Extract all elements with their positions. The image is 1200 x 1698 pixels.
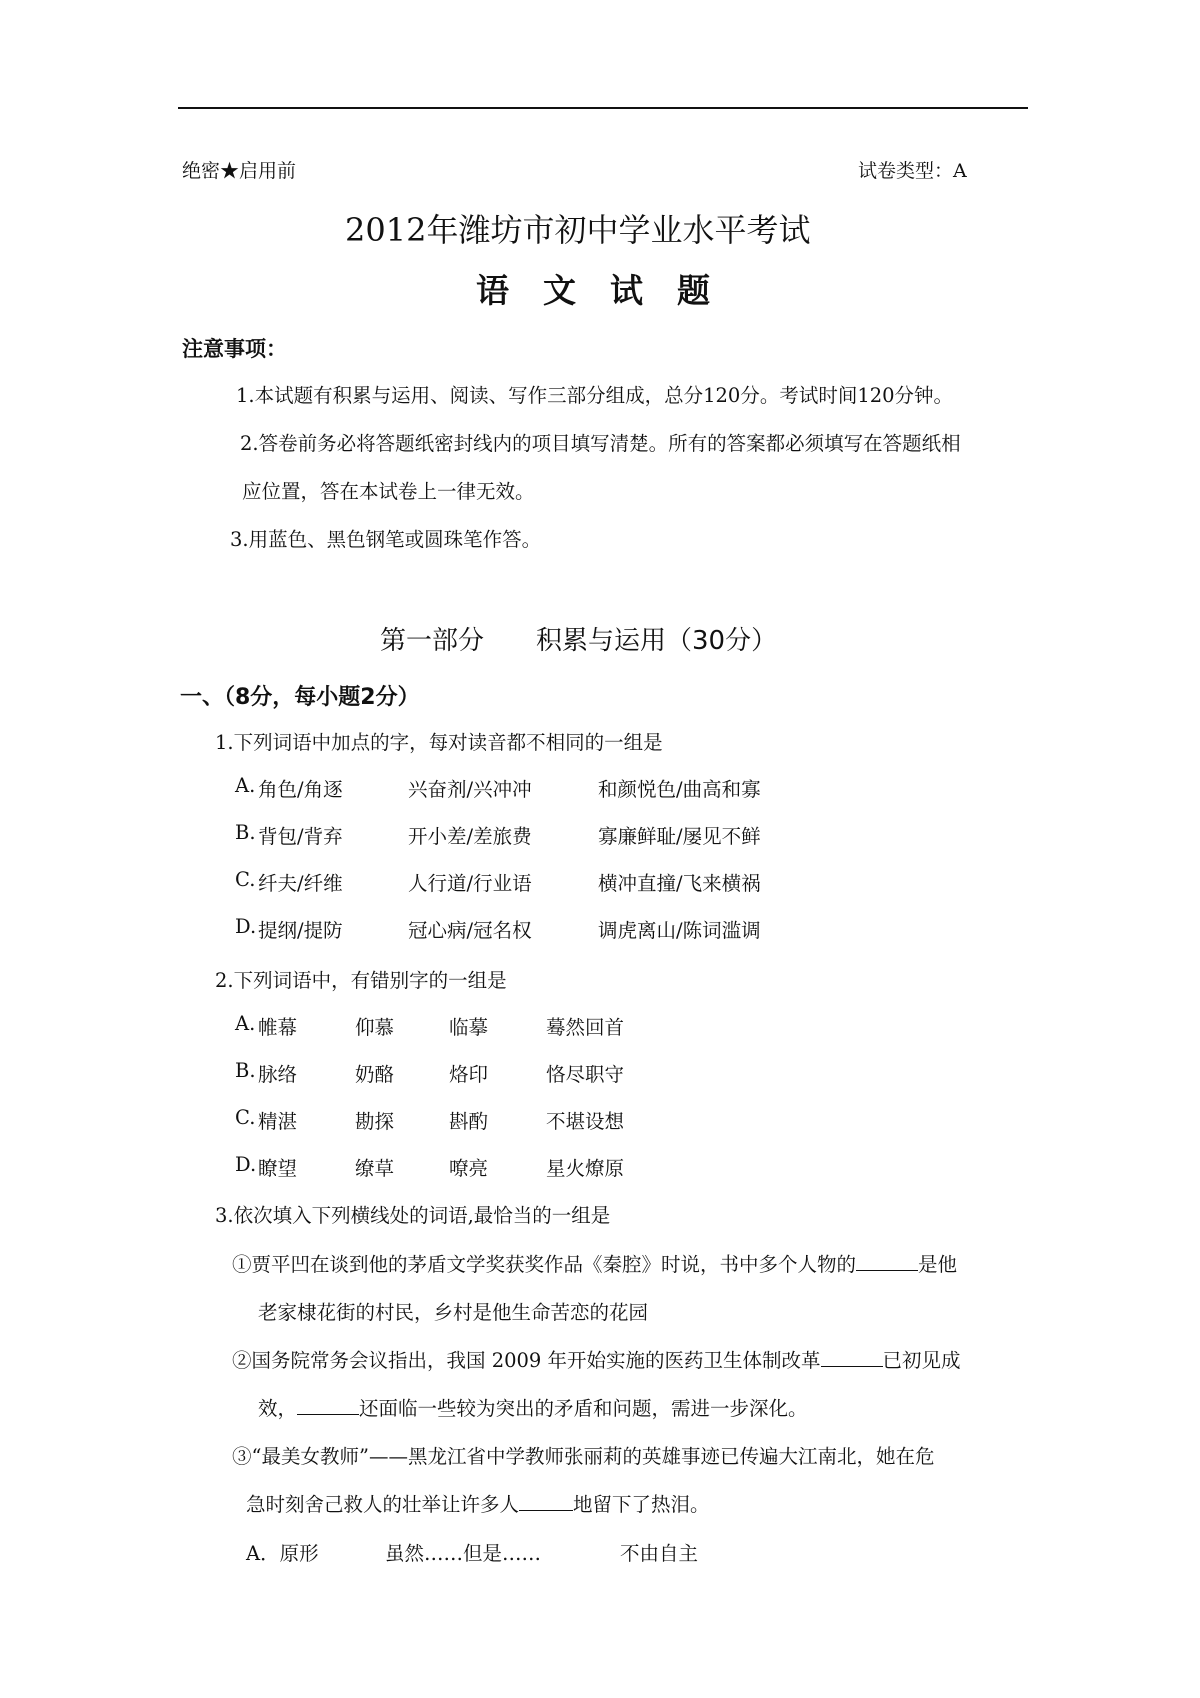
q1-option-b-c1: 背包/背弃 (258, 825, 343, 848)
answer-blank (856, 1252, 918, 1271)
q3-sentence-2: ②国务院常务会议指出，我国 2009 年开始实施的医药卫生体制改革 已初见成 (232, 1349, 961, 1372)
secret-label: 绝密★启用前 (182, 160, 297, 182)
q2-word: 帷幕 (258, 1016, 298, 1039)
q2-word: 精湛 (258, 1110, 298, 1133)
paper-type: 试卷类型：A (858, 160, 967, 182)
q1-option-b-c2: 开小差/差旅费 (408, 825, 532, 848)
q2-word: 嘹亮 (449, 1157, 489, 1180)
part-title: 第一部分 积累与运用（30分） (380, 626, 778, 656)
q2-word: 不堪设想 (546, 1110, 625, 1133)
q3-option-a-c2: 虽然……但是…… (385, 1542, 542, 1565)
q2-word: 仰慕 (355, 1016, 395, 1039)
q1-option-a-label: A. (235, 774, 256, 797)
q2-option-b-label: B. (235, 1059, 256, 1082)
q2-word: 恪尽职守 (546, 1063, 625, 1086)
q1-option-c-c3: 横冲直撞/飞来横祸 (598, 872, 761, 895)
q2-option-c-label: C. (235, 1106, 256, 1129)
q1-option-d-c2: 冠心病/冠名权 (408, 919, 532, 942)
question-stem: 2.下列词语中，有错别字的一组是 (215, 969, 507, 992)
q3-sentence-2-cont: 效， 还面临一些较为突出的矛盾和问题，需进一步深化。 (258, 1397, 808, 1420)
q2-word: 蓦然回首 (546, 1016, 625, 1039)
q1-option-a-c2: 兴奋剂/兴冲冲 (408, 778, 532, 801)
exam-title: 2012年潍坊市初中学业水平考试 (345, 211, 811, 249)
q1-option-a-c3: 和颜悦色/曲高和寡 (598, 778, 761, 801)
q2-word: 临摹 (449, 1016, 489, 1039)
q2-word: 脉络 (258, 1063, 298, 1086)
q1-option-d-c1: 提纲/提防 (258, 919, 343, 942)
q2-word: 奶酪 (355, 1063, 395, 1086)
q2-word: 勘探 (355, 1110, 395, 1133)
answer-blank (821, 1348, 883, 1367)
q3-option-a-c3: 不由自主 (620, 1542, 699, 1565)
answer-blank (519, 1492, 573, 1511)
q2-word: 斟酌 (449, 1110, 489, 1133)
q2-word: 瞭望 (258, 1157, 298, 1180)
q1-option-b-c3: 寡廉鲜耻/屡见不鲜 (598, 825, 761, 848)
q2-option-d-label: D. (235, 1153, 257, 1176)
section-heading: 一、（8分，每小题2分） (180, 685, 420, 710)
q3-sentence-1: ①贾平凹在谈到他的茅盾文学奖获奖作品《秦腔》时说，书中多个人物的 是他 (232, 1253, 958, 1276)
question-stem: 3.依次填入下列横线处的词语,最恰当的一组是 (215, 1204, 611, 1227)
q1-option-c-c1: 纤夫/纤维 (258, 872, 343, 895)
q2-option-a-label: A. (235, 1012, 256, 1035)
q3-sentence-1-cont: 老家棣花街的村民，乡村是他生命苦恋的花园 (258, 1301, 649, 1324)
question-stem: 1.下列词语中加点的字，每对读音都不相同的一组是 (215, 731, 663, 754)
q2-word: 星火燎原 (546, 1157, 625, 1180)
q3-option-a-label: A．原形 (246, 1542, 319, 1565)
q3-sentence-3-cont: 急时刻舍己救人的壮举让许多人 地留下了热泪。 (246, 1493, 710, 1516)
q3-sentence-3: ③“最美女教师”——黑龙江省中学教师张丽莉的英雄事迹已传遍大江南北，她在危 (232, 1445, 935, 1468)
note-item: 应位置，答在本试卷上一律无效。 (242, 480, 535, 503)
note-item: 1.本试题有积累与运用、阅读、写作三部分组成，总分120分。考试时间120分钟。 (236, 384, 954, 407)
notes-heading: 注意事项： (182, 337, 287, 361)
answer-blank (297, 1396, 359, 1415)
note-item: 3.用蓝色、黑色钢笔或圆珠笔作答。 (230, 528, 542, 551)
q1-option-a-c1: 角色/角逐 (258, 778, 343, 801)
q1-option-c-c2: 人行道/行业语 (408, 872, 532, 895)
top-rule (178, 107, 1028, 109)
q1-option-d-c3: 调虎离山/陈词滥调 (598, 919, 761, 942)
q1-option-c-label: C. (235, 868, 256, 891)
note-item: 2.答卷前务必将答题纸密封线内的项目填写清楚。所有的答案都必须填写在答题纸相 (240, 432, 961, 455)
q2-word: 缭草 (355, 1157, 395, 1180)
q1-option-d-label: D. (235, 915, 257, 938)
exam-subtitle: 语文试题 (476, 271, 744, 310)
q2-word: 烙印 (449, 1063, 489, 1086)
q1-option-b-label: B. (235, 821, 256, 844)
